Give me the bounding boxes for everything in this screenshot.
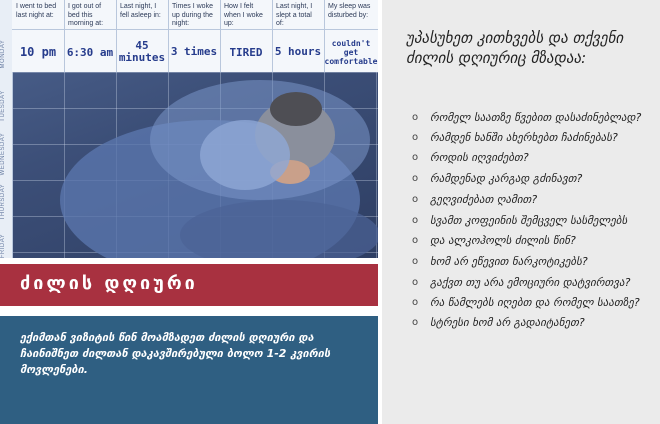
question-text: სვამთ კოფეინის შემცველ სასმელებს xyxy=(430,214,628,227)
question-text: გეღვიძებათ ღამით? xyxy=(430,193,538,206)
diary-column-header: My sleep was disturbed by: xyxy=(324,0,378,30)
bullet-icon: o xyxy=(412,152,419,163)
diary-column-header: I went to bed last night at: xyxy=(12,0,64,30)
bullet-icon: o xyxy=(412,277,419,288)
question-text: რამდენად კარგად გძინავთ? xyxy=(430,172,583,185)
day-label: THURSDAY xyxy=(0,183,6,221)
diary-entry: 45 minutes xyxy=(118,39,166,64)
bullet-icon: o xyxy=(412,317,419,328)
question-item xyxy=(412,233,652,248)
diary-entry: couldn't get comfortable xyxy=(324,38,378,66)
question-item xyxy=(412,295,652,310)
bullet-icon: o xyxy=(412,215,419,226)
question-item xyxy=(412,213,652,228)
bullet-icon: o xyxy=(412,173,419,184)
sleeping-man-photo xyxy=(0,0,378,258)
question-text: და ალკოჰოლს ძილის წინ? xyxy=(430,234,576,247)
question-text: სტრესი ხომ არ გადაიტანეთ? xyxy=(430,316,585,329)
bullet-icon: o xyxy=(412,235,419,246)
diary-column xyxy=(12,0,65,72)
diary-entry: 5 hours xyxy=(274,45,322,58)
description-box xyxy=(0,316,378,424)
sleep-diary-table xyxy=(12,0,378,72)
diary-column-header: How I felt when I woke up: xyxy=(220,0,272,30)
question-text: რა წამლებს იღებთ და რომელ საათზე? xyxy=(430,296,640,309)
diary-entry: 3 times xyxy=(170,45,218,58)
diary-column xyxy=(116,0,169,72)
question-item xyxy=(412,150,652,165)
questions-heading: უპასუხეთ კითხვებს და თქვენი ძილის დღიურიც მზადაა: xyxy=(406,29,624,67)
day-label: TUESDAY xyxy=(0,90,6,122)
diary-column-header: Last night, I fell asleep in: xyxy=(116,0,168,30)
question-item xyxy=(412,192,652,207)
diary-column xyxy=(220,0,273,72)
page-title: ძილის დღიური xyxy=(20,273,198,294)
diary-column xyxy=(324,0,378,72)
question-item xyxy=(412,130,652,145)
question-text: რამდენ ხანში ახერხებთ ჩაძინებას? xyxy=(430,131,618,144)
bullet-icon: o xyxy=(412,194,419,205)
questions-panel xyxy=(382,0,660,424)
description-text: ექიმთან ვიზიტის წინ მოამზადეთ ძილის დღიური და ჩაინიშნეთ ძილთან დაკავშირებული ბოლო 1-2 კვირის მოვლენები. xyxy=(20,331,331,376)
question-text: გაქვთ თუ არა ემოციური დატვირთვა? xyxy=(430,276,631,289)
title-banner xyxy=(0,264,378,306)
question-item xyxy=(412,275,652,290)
bullet-icon: o xyxy=(412,256,419,267)
bullet-icon: o xyxy=(412,112,419,123)
diary-entry: 10 pm xyxy=(19,45,57,59)
diary-column xyxy=(168,0,221,72)
question-item xyxy=(412,110,652,125)
question-item xyxy=(412,171,652,186)
day-label: MONDAY xyxy=(0,39,6,69)
question-text: რომელ საათზე წვებით დასაძინებლად? xyxy=(430,111,642,124)
question-item xyxy=(412,315,652,330)
day-label: FRIDAY xyxy=(0,233,6,258)
questions-list xyxy=(412,110,652,336)
diary-entry: 6:30 am xyxy=(66,45,114,59)
diary-column-header: Last night, I slept a total of: xyxy=(272,0,324,30)
diary-column-header: I got out of bed this morning at: xyxy=(64,0,116,30)
diary-entry: TIRED xyxy=(229,45,263,59)
diary-column xyxy=(64,0,117,72)
bullet-icon: o xyxy=(412,132,419,143)
diary-column-header: Times I woke up during the night: xyxy=(168,0,220,30)
question-text: ხომ არ ეწევით ნარკოტიკებს? xyxy=(430,255,588,268)
day-label: WEDNESDAY xyxy=(0,132,6,176)
question-item xyxy=(412,254,652,269)
question-text: როდის იღვიძებთ? xyxy=(430,151,529,164)
bullet-icon: o xyxy=(412,297,419,308)
diary-column xyxy=(272,0,325,72)
